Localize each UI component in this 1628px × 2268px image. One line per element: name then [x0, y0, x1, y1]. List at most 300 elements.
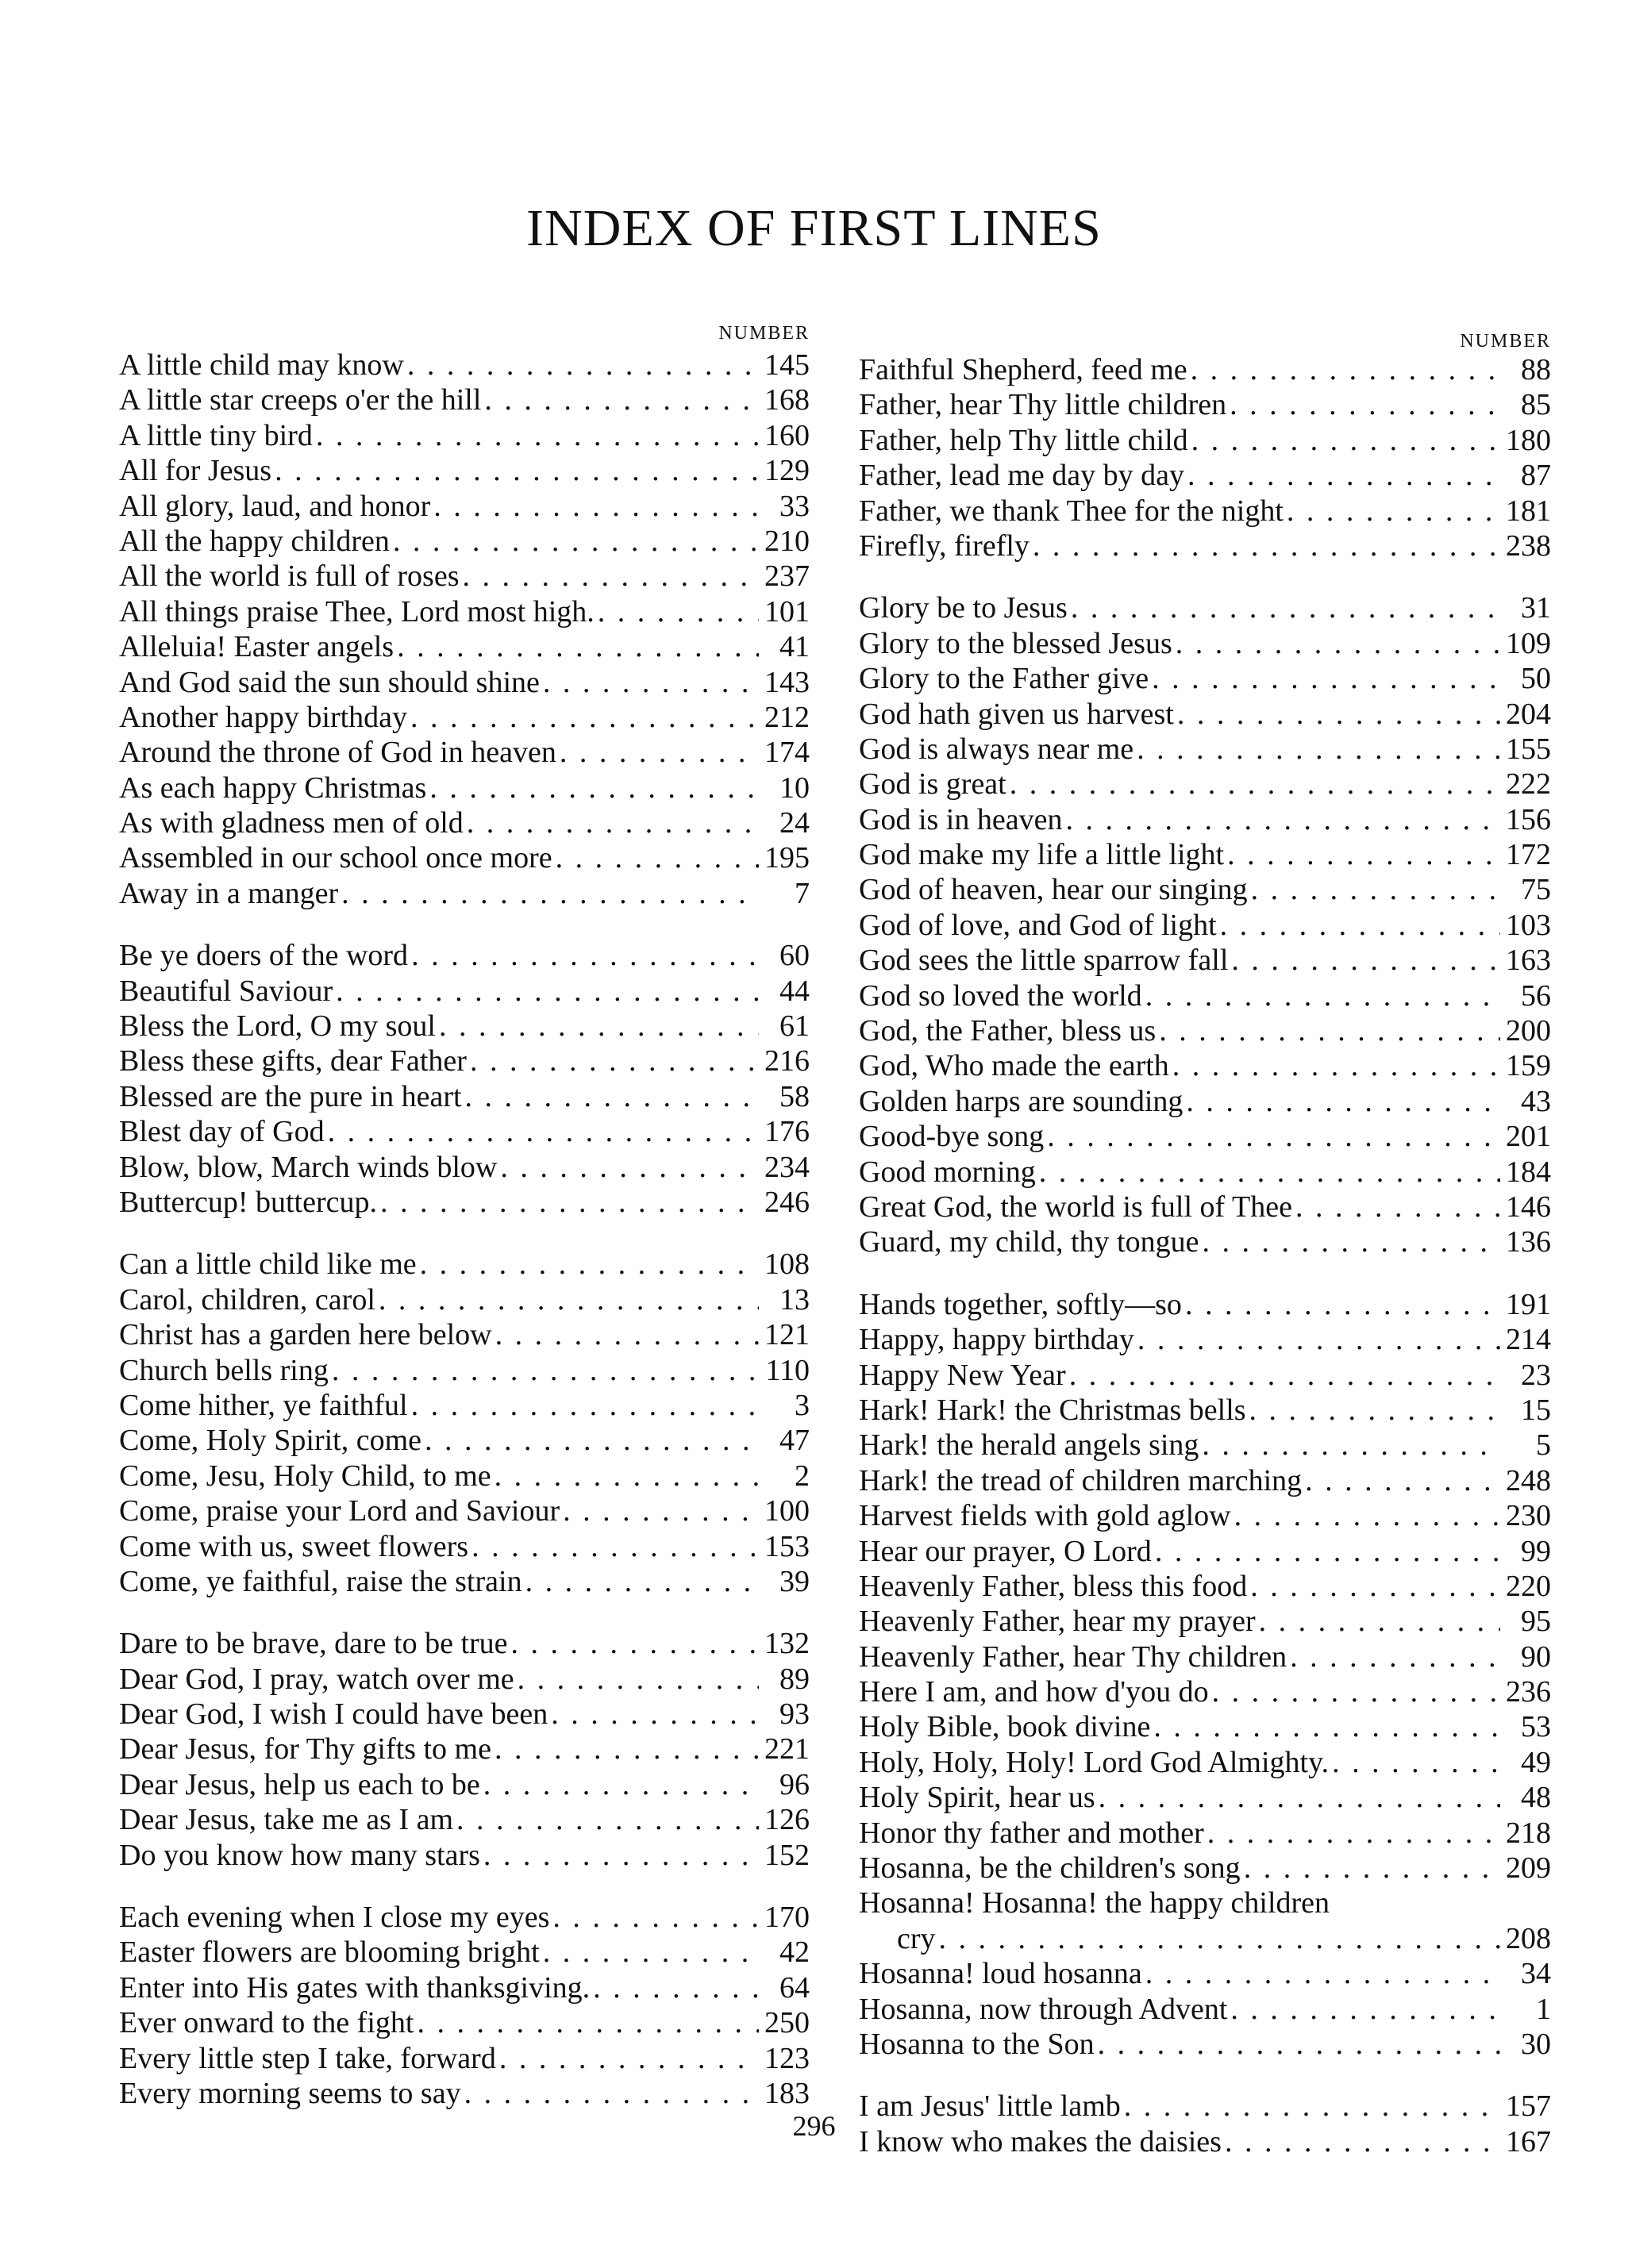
- hymn-number: 167: [1506, 2124, 1551, 2158]
- hymn-number: 126: [764, 1803, 810, 1837]
- hymn-number: 95: [1521, 1605, 1551, 1639]
- hymn-number: 101: [764, 594, 810, 629]
- entry-first-line: God, the Father, bless us: [859, 1014, 1157, 1048]
- hymn-number: 121: [764, 1318, 810, 1352]
- dot-leader: [593, 1970, 759, 2005]
- dot-leader: [1098, 2027, 1500, 2062]
- index-entry: [119, 418, 810, 453]
- dot-leader: [1152, 661, 1500, 696]
- index-entry: [859, 2027, 1551, 2062]
- entry-first-line: Harvest fields with gold aglow: [859, 1499, 1231, 1533]
- dot-leader: [1207, 1816, 1500, 1851]
- entry-first-line: Heavenly Father, hear Thy children: [859, 1639, 1287, 1674]
- entry-first-line: Carol, children, carol: [119, 1282, 375, 1317]
- hymn-number: 155: [1506, 732, 1551, 766]
- entry-first-line: Come, Jesu, Holy Child, to me: [119, 1459, 491, 1493]
- entry-first-line: Each evening when I close my eyes: [119, 1901, 550, 1935]
- hymn-number: 34: [1521, 1957, 1551, 1991]
- dot-leader: [1145, 978, 1500, 1013]
- dot-leader: [275, 453, 759, 488]
- index-entry: [119, 629, 810, 664]
- index-entry: [119, 348, 810, 382]
- entry-first-line: Christ has a garden here below: [119, 1318, 492, 1352]
- entry-first-line: Beautiful Saviour: [119, 974, 333, 1008]
- hymn-number: 24: [779, 806, 810, 840]
- entry-first-line: Hosanna! Hosanna! the happy children: [859, 1886, 1330, 1920]
- hymn-number: 61: [779, 1009, 810, 1044]
- index-entry: [859, 1851, 1551, 1886]
- dot-leader: [500, 1150, 759, 1185]
- hymn-number: 248: [1506, 1463, 1551, 1497]
- hymn-number: 33: [779, 489, 810, 523]
- index-entry: [859, 1013, 1551, 1048]
- entry-first-line: Hosanna, be the children's song: [859, 1851, 1241, 1886]
- dot-leader: [1047, 1119, 1500, 1154]
- index-entry: [859, 661, 1551, 696]
- entry-group: [119, 1626, 810, 1873]
- entry-first-line: God is great: [859, 767, 1006, 801]
- entry-first-line: God, Who made the earth: [859, 1049, 1169, 1083]
- entry-first-line: Bless the Lord, O my soul: [119, 1009, 436, 1044]
- dot-leader: [1159, 1013, 1500, 1048]
- hymn-number: 160: [764, 418, 810, 452]
- index-entry: [119, 1838, 810, 1873]
- entry-first-line: God hath given us harvest: [859, 697, 1174, 731]
- entry-first-line: Bless these gifts, dear Father: [119, 1044, 467, 1078]
- hymn-number: 56: [1521, 978, 1551, 1013]
- hymn-number: 47: [779, 1424, 810, 1458]
- entry-first-line: Blessed are the pure in heart: [119, 1079, 462, 1113]
- dot-leader: [1191, 352, 1500, 387]
- index-entry: [859, 1048, 1551, 1083]
- hymn-number: 220: [1506, 1569, 1551, 1603]
- index-entry: [859, 1463, 1551, 1498]
- hymn-number: 100: [764, 1494, 810, 1528]
- dot-leader: [410, 700, 759, 735]
- entry-first-line: Dare to be brave, dare to be true: [119, 1627, 508, 1661]
- index-entry: [859, 1084, 1551, 1119]
- hymn-number: 64: [779, 1970, 810, 2005]
- entry-first-line: Every morning seems to say: [119, 2076, 461, 2110]
- hymn-number: 85: [1521, 388, 1551, 422]
- index-entry: [859, 1992, 1551, 2027]
- entry-group: [859, 1287, 1551, 2062]
- hymn-number: 129: [764, 454, 810, 488]
- dot-leader: [483, 1838, 759, 1873]
- entry-first-line: God of love, and God of light: [859, 908, 1217, 942]
- hymn-number: 7: [795, 876, 810, 910]
- index-entry: [859, 626, 1551, 661]
- dot-leader: [495, 1732, 759, 1766]
- entry-first-line: God is in heaven: [859, 802, 1063, 836]
- dot-leader: [1137, 732, 1500, 767]
- entry-first-line: Come hither, ye faithful: [119, 1388, 408, 1422]
- index-entry: [119, 876, 810, 911]
- hymn-number: 50: [1521, 662, 1551, 696]
- entry-first-line: Father, lead me day by day: [859, 459, 1185, 493]
- index-entry: [119, 1009, 810, 1044]
- hymn-number: 44: [779, 974, 810, 1008]
- index-entry: [119, 1185, 810, 1220]
- hymn-number: 31: [1521, 591, 1551, 625]
- hymn-number: 90: [1521, 1639, 1551, 1674]
- entry-first-line: Do you know how many stars: [119, 1838, 480, 1872]
- index-entry: [119, 1079, 810, 1114]
- entry-first-line: Hands together, softly—so: [859, 1287, 1182, 1321]
- index-entry: [859, 494, 1551, 529]
- entry-first-line: Dear God, I pray, watch over me: [119, 1662, 514, 1696]
- entry-first-line: All the happy children: [119, 524, 390, 558]
- entry-first-line: Heavenly Father, hear my prayer: [859, 1605, 1256, 1639]
- dot-leader: [1287, 494, 1500, 529]
- hymn-number: 58: [779, 1079, 810, 1113]
- dot-leader: [1065, 802, 1500, 837]
- hymn-number: 222: [1506, 767, 1551, 801]
- index-entry: [859, 423, 1551, 458]
- dot-leader: [1137, 1322, 1500, 1357]
- index-entry: [859, 1155, 1551, 1190]
- entry-first-line: Holy, Holy, Holy! Lord God Almighty.: [859, 1745, 1330, 1779]
- dot-leader: [499, 2041, 759, 2076]
- index-entry: [859, 387, 1551, 422]
- entry-first-line: Heavenly Father, bless this food: [859, 1569, 1248, 1603]
- entry-first-line: Around the throne of God in heaven: [119, 736, 556, 770]
- index-entry: [119, 1282, 810, 1317]
- hymn-number: 99: [1521, 1534, 1551, 1568]
- dot-leader: [1033, 529, 1500, 563]
- dot-leader: [1251, 872, 1500, 907]
- dot-leader: [1069, 1358, 1500, 1393]
- index-entry: [119, 974, 810, 1009]
- column-header: NUMBER: [1460, 331, 1551, 352]
- hymn-number: 191: [1506, 1287, 1551, 1321]
- entry-first-line: Hear our prayer, O Lord: [859, 1534, 1152, 1568]
- hymn-number: 49: [1521, 1745, 1551, 1779]
- entry-first-line: Dear Jesus, take me as I am: [119, 1803, 454, 1837]
- dot-leader: [1039, 1155, 1500, 1190]
- dot-leader: [1290, 1639, 1500, 1674]
- hymn-number: 48: [1521, 1781, 1551, 1815]
- entry-first-line: All the world is full of roses: [119, 559, 460, 594]
- entry-first-line: Glory to the blessed Jesus: [859, 626, 1172, 660]
- entry-first-line: Come, Holy Spirit, come: [119, 1424, 422, 1458]
- hymn-number: 60: [779, 939, 810, 973]
- index-entry: [119, 805, 810, 840]
- index-entry: [119, 2041, 810, 2076]
- index-entry: [859, 1358, 1551, 1393]
- entry-group: [119, 938, 810, 1220]
- hymn-number: 236: [1506, 1675, 1551, 1709]
- index-entry: [119, 1732, 810, 1766]
- entry-first-line: God sees the little sparrow fall: [859, 944, 1229, 978]
- dot-leader: [1202, 1428, 1500, 1463]
- dot-leader: [316, 418, 759, 453]
- entry-first-line: All for Jesus: [119, 454, 272, 488]
- hymn-number: 170: [764, 1901, 810, 1935]
- entry-groups: [859, 352, 1551, 2159]
- hymn-number: 23: [1521, 1358, 1551, 1392]
- entry-first-line: Glory be to Jesus: [859, 591, 1068, 625]
- hymn-number: 214: [1506, 1323, 1551, 1357]
- dot-leader: [465, 1079, 759, 1114]
- hymn-number: 218: [1506, 1816, 1551, 1850]
- hymn-number: 176: [764, 1115, 810, 1149]
- entry-group: [119, 1247, 810, 1599]
- dot-leader: [939, 1921, 1500, 1956]
- index-entry: [859, 908, 1551, 943]
- entry-first-line: Great God, the world is full of Thee: [859, 1190, 1292, 1224]
- index-entry: [119, 1767, 810, 1802]
- index-entry: [859, 1224, 1551, 1259]
- dot-leader: [332, 1353, 759, 1388]
- hymn-number: 246: [764, 1185, 810, 1219]
- dot-leader: [1212, 1674, 1500, 1709]
- entry-first-line: As each happy Christmas: [119, 771, 427, 805]
- dot-leader: [411, 938, 759, 973]
- hymn-number: 1: [1536, 1992, 1551, 2026]
- hymn-number: 110: [765, 1353, 810, 1387]
- dot-leader: [380, 1185, 759, 1220]
- dot-leader: [456, 1802, 759, 1837]
- dot-leader: [1186, 1084, 1500, 1119]
- hymn-number: 10: [779, 771, 810, 805]
- index-entry: [119, 382, 810, 417]
- entry-first-line: Hosanna! loud hosanna: [859, 1957, 1142, 1991]
- entry-first-line: All things praise Thee, Lord most high.: [119, 594, 595, 629]
- index-entry: [119, 1697, 810, 1732]
- index-entry: [859, 978, 1551, 1013]
- index-entry: [119, 1935, 810, 1970]
- entry-first-line: Come with us, sweet flowers: [119, 1529, 469, 1563]
- dot-leader: [429, 771, 759, 805]
- dot-leader: [464, 2076, 759, 2111]
- entry-first-line: Ever onward to the fight: [119, 2006, 414, 2040]
- entry-first-line: Good morning: [859, 1155, 1036, 1189]
- hymn-number: 153: [764, 1529, 810, 1563]
- hymn-number: 13: [779, 1282, 810, 1317]
- dot-leader: [393, 524, 759, 559]
- hymn-number: 200: [1506, 1014, 1551, 1048]
- hymn-number: 168: [764, 383, 810, 417]
- hymn-number: 109: [1506, 626, 1551, 660]
- entry-first-line: Hark! the tread of children marching: [859, 1463, 1303, 1497]
- index-entry: [119, 1970, 810, 2005]
- entry-first-line: Hosanna, now through Advent: [859, 1992, 1228, 2026]
- dot-leader: [560, 735, 759, 770]
- dot-leader: [1230, 1992, 1500, 2027]
- entry-first-line: Alleluia! Easter angels: [119, 630, 394, 664]
- dot-leader: [379, 1282, 759, 1317]
- hymn-number: 221: [764, 1732, 810, 1766]
- dot-leader: [1220, 908, 1500, 943]
- dot-leader: [1177, 697, 1500, 732]
- hymn-number: 136: [1506, 1225, 1551, 1259]
- hymn-number: 146: [1506, 1190, 1551, 1224]
- hymn-number: 145: [764, 348, 810, 382]
- hymn-number: 43: [1521, 1084, 1551, 1118]
- dot-leader: [598, 594, 759, 629]
- entry-first-line: Another happy birthday: [119, 700, 408, 734]
- index-entry: [859, 1534, 1551, 1569]
- dot-leader: [1305, 1463, 1500, 1498]
- hymn-number: 42: [779, 1935, 810, 1970]
- dot-leader: [1227, 837, 1500, 872]
- index-entry: [119, 1388, 810, 1423]
- entry-group: [859, 590, 1551, 1259]
- entry-first-line: Dear Jesus, for Thy gifts to me: [119, 1732, 491, 1766]
- dot-leader: [1191, 423, 1500, 458]
- entry-first-line: Happy New Year: [859, 1358, 1066, 1392]
- hymn-number: 181: [1506, 494, 1551, 528]
- index-entry: [859, 458, 1551, 493]
- hymn-number: 183: [764, 2076, 810, 2110]
- entry-first-line: A little tiny bird: [119, 418, 313, 452]
- entry-group: [119, 1900, 810, 2111]
- dot-leader: [341, 876, 759, 911]
- hymn-number: 152: [764, 1838, 810, 1872]
- hymn-number: 234: [764, 1150, 810, 1184]
- index-entry: [119, 735, 810, 770]
- index-entry: [119, 1044, 810, 1078]
- entry-first-line: Firefly, firefly: [859, 529, 1030, 563]
- entry-first-line: Faithful Shepherd, feed me: [859, 353, 1187, 386]
- dot-leader: [483, 1767, 759, 1802]
- hymn-number: 174: [764, 736, 810, 770]
- dot-leader: [1259, 1604, 1500, 1639]
- entry-first-line: Easter flowers are blooming bright: [119, 1935, 540, 1970]
- index-entry: [859, 697, 1551, 732]
- entry-first-line: Blow, blow, March winds blow: [119, 1150, 498, 1184]
- index-entry: [859, 943, 1551, 978]
- dot-leader: [484, 382, 759, 417]
- dot-leader: [417, 2005, 759, 2040]
- hymn-number: 88: [1521, 353, 1551, 386]
- index-entry: [859, 1498, 1551, 1533]
- dot-leader: [1172, 1048, 1500, 1083]
- dot-leader: [525, 1564, 759, 1599]
- index-entry: [119, 1900, 810, 1935]
- index-entry: [119, 700, 810, 735]
- hymn-number: 237: [764, 559, 810, 594]
- dot-leader: [407, 348, 759, 382]
- index-entry: [859, 1745, 1551, 1780]
- index-entry: [119, 559, 810, 594]
- dot-leader: [433, 489, 759, 524]
- dot-leader: [511, 1626, 759, 1661]
- index-entry: [859, 1428, 1551, 1463]
- entry-first-line: And God said the sun should shine: [119, 665, 540, 699]
- dot-leader: [1231, 943, 1500, 978]
- index-entry: [119, 1114, 810, 1149]
- entry-first-line: Every little step I take, forward: [119, 2041, 496, 2075]
- index-entry: [859, 352, 1551, 387]
- entry-first-line: Father, help Thy little child: [859, 423, 1188, 457]
- entry-first-line: I know who makes the daisies: [859, 2124, 1222, 2158]
- index-entry: [119, 665, 810, 700]
- hymn-number: 15: [1521, 1393, 1551, 1427]
- hymn-number: 132: [764, 1627, 810, 1661]
- hymn-number: 157: [1506, 2089, 1551, 2124]
- entry-first-line: Church bells ring: [119, 1353, 329, 1387]
- index-entry: [119, 1247, 810, 1282]
- hymn-number: 143: [764, 665, 810, 699]
- index-entry: [119, 1626, 810, 1661]
- dot-leader: [518, 1662, 759, 1697]
- hymn-number: 209: [1506, 1851, 1551, 1886]
- index-entry: [119, 1459, 810, 1493]
- entry-first-line: I am Jesus' little lamb: [859, 2089, 1121, 2124]
- entry-first-line: Come, ye faithful, raise the strain: [119, 1564, 522, 1598]
- hymn-number: 53: [1521, 1710, 1551, 1744]
- entry-group: [119, 348, 810, 911]
- hymn-number: 195: [764, 841, 810, 875]
- dot-leader: [1010, 767, 1500, 801]
- index-entry: [859, 1956, 1551, 1991]
- dot-leader: [495, 1317, 759, 1352]
- entry-first-line: Come, praise your Lord and Saviour: [119, 1494, 560, 1528]
- hymn-number: 172: [1506, 838, 1551, 872]
- page-number: 296: [792, 2110, 836, 2142]
- dot-leader: [495, 1459, 759, 1493]
- index-entry: [119, 1317, 810, 1352]
- dot-leader: [543, 665, 759, 700]
- dot-leader: [543, 1935, 759, 1970]
- dot-leader: [420, 1247, 759, 1282]
- index-column-left: [119, 317, 810, 2111]
- dot-leader: [1332, 1745, 1500, 1780]
- dot-leader: [1249, 1393, 1500, 1428]
- hymn-number: 238: [1506, 529, 1551, 563]
- dot-leader: [336, 974, 759, 1009]
- hymn-number: 156: [1506, 802, 1551, 836]
- index-entry: [119, 771, 810, 805]
- dot-leader: [1187, 458, 1500, 493]
- entry-first-line: Father, we thank Thee for the night: [859, 494, 1284, 528]
- hymn-number: 96: [779, 1767, 810, 1801]
- dot-leader: [328, 1114, 759, 1149]
- index-entry: [119, 2005, 810, 2040]
- hymn-number: 39: [779, 1564, 810, 1598]
- entry-first-line: As with gladness men of old: [119, 806, 464, 840]
- index-entry: [119, 594, 810, 629]
- index-entry: [119, 1662, 810, 1697]
- index-entry: [119, 1423, 810, 1458]
- entry-first-line: Holy Spirit, hear us: [859, 1781, 1095, 1815]
- entry-first-line: Happy, happy birthday: [859, 1323, 1134, 1357]
- index-entry: [119, 1564, 810, 1599]
- hymn-number: 108: [764, 1247, 810, 1282]
- index-entry: [859, 767, 1551, 801]
- entry-first-line: Buttercup! buttercup.: [119, 1185, 378, 1219]
- dot-leader: [556, 840, 759, 875]
- entry-first-line-continued: cry: [897, 1921, 936, 1955]
- hymn-number: 87: [1521, 459, 1551, 493]
- index-entry: [119, 1150, 810, 1185]
- index-column-right: [859, 317, 1551, 2159]
- index-entry: [119, 1529, 810, 1564]
- entry-first-line: Enter into His gates with thanksgiving.: [119, 1970, 591, 2005]
- hymn-number: 230: [1506, 1499, 1551, 1533]
- dot-leader: [1145, 1956, 1500, 1991]
- entry-first-line: Honor thy father and mother: [859, 1816, 1204, 1850]
- index-entry: [119, 489, 810, 524]
- index-entry: [859, 1709, 1551, 1744]
- index-entry: [859, 1604, 1551, 1639]
- dot-leader: [563, 1493, 759, 1528]
- hymn-number: 163: [1506, 944, 1551, 978]
- index-entry: [119, 1802, 810, 1837]
- hymn-number: 216: [764, 1044, 810, 1078]
